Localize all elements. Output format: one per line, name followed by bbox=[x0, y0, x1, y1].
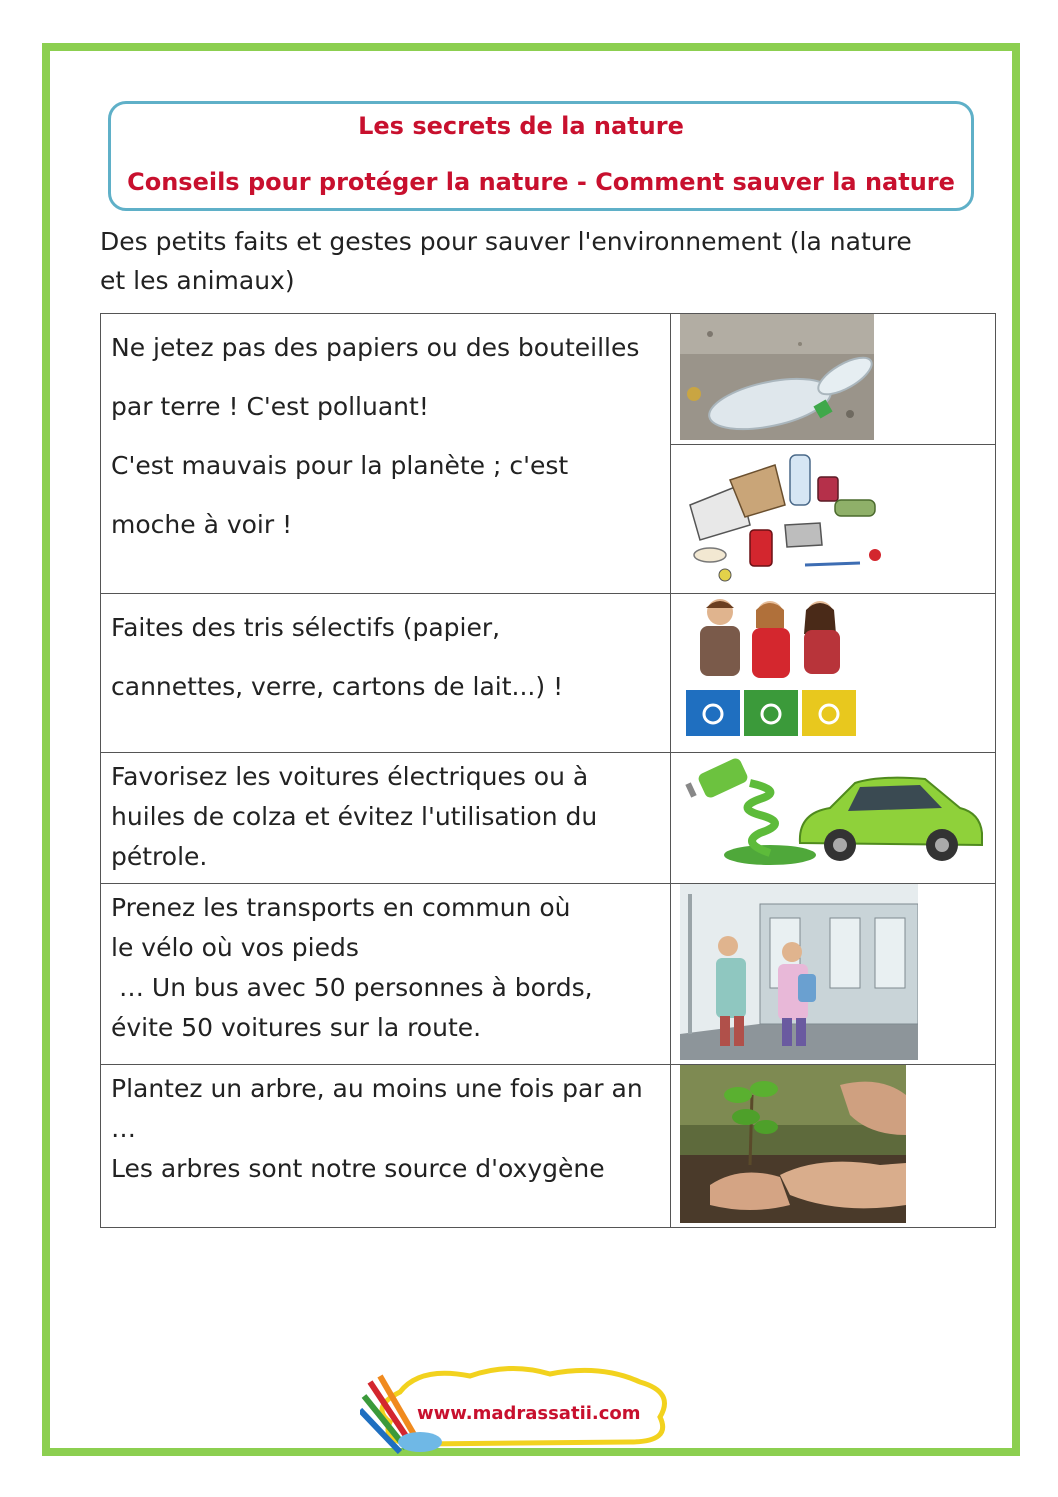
tip-image-cell bbox=[670, 1065, 995, 1228]
tip-image-cell bbox=[670, 884, 995, 1065]
tip-line: évite 50 voitures sur la route. bbox=[111, 1013, 482, 1042]
tip-text-cell bbox=[101, 594, 671, 753]
tip-line: Plantez un arbre, au moins une fois par an bbox=[111, 1074, 643, 1103]
trash-pile-illustration bbox=[680, 445, 890, 585]
tip-text-cell bbox=[101, 884, 671, 1065]
tip-line: C'est mauvais pour la planète ; c'est bbox=[111, 451, 569, 480]
tip-line: Les arbres sont notre source d'oxygène bbox=[111, 1154, 605, 1183]
planting-tree-photo bbox=[680, 1065, 906, 1223]
tip-image-cell bbox=[670, 445, 995, 594]
tip-line: Favorisez les voitures électriques ou à bbox=[111, 762, 589, 791]
tip-line: le vélo où vos pieds bbox=[111, 933, 359, 962]
tip-line: … Un bus avec 50 personnes à bords, bbox=[111, 973, 593, 1002]
tip-line: pétrole. bbox=[111, 842, 208, 871]
tip-line: Prenez les transports en commun où bbox=[111, 893, 571, 922]
tip-image-cell bbox=[670, 594, 995, 753]
tip-line: par terre ! C'est polluant! bbox=[111, 392, 429, 421]
page-subtitle: Conseils pour protéger la nature - Comment sauver la nature bbox=[127, 168, 955, 196]
tip-text-cell bbox=[101, 1065, 671, 1228]
children-recycling-bins-photo bbox=[680, 594, 876, 740]
tip-line: huiles de colza et évitez l'utilisation du bbox=[111, 802, 598, 831]
tip-image-cell bbox=[670, 314, 995, 445]
title-box bbox=[108, 101, 974, 211]
tip-image-cell bbox=[670, 753, 995, 884]
tip-line: Ne jetez pas des papiers ou des bouteilles bbox=[111, 333, 640, 362]
tip-line: moche à voir ! bbox=[111, 510, 293, 539]
tip-line: cannettes, verre, cartons de lait...) ! bbox=[111, 672, 564, 701]
tip-text-cell bbox=[101, 753, 671, 884]
tip-text-cell bbox=[101, 314, 671, 594]
green-electric-car-illustration bbox=[680, 753, 990, 875]
tips-table bbox=[100, 313, 996, 1228]
tip-line: … bbox=[111, 1114, 136, 1143]
page-title: Les secrets de la nature bbox=[358, 112, 684, 140]
intro-text: Des petits faits et gestes pour sauver l'environnement (la nature et les animaux) bbox=[100, 227, 912, 295]
footer-website[interactable]: www.madrassatii.com bbox=[417, 1403, 641, 1424]
plastic-bottles-photo bbox=[680, 314, 874, 440]
train-platform-illustration bbox=[680, 884, 918, 1060]
tip-line: Faites des tris sélectifs (papier, bbox=[111, 613, 501, 642]
